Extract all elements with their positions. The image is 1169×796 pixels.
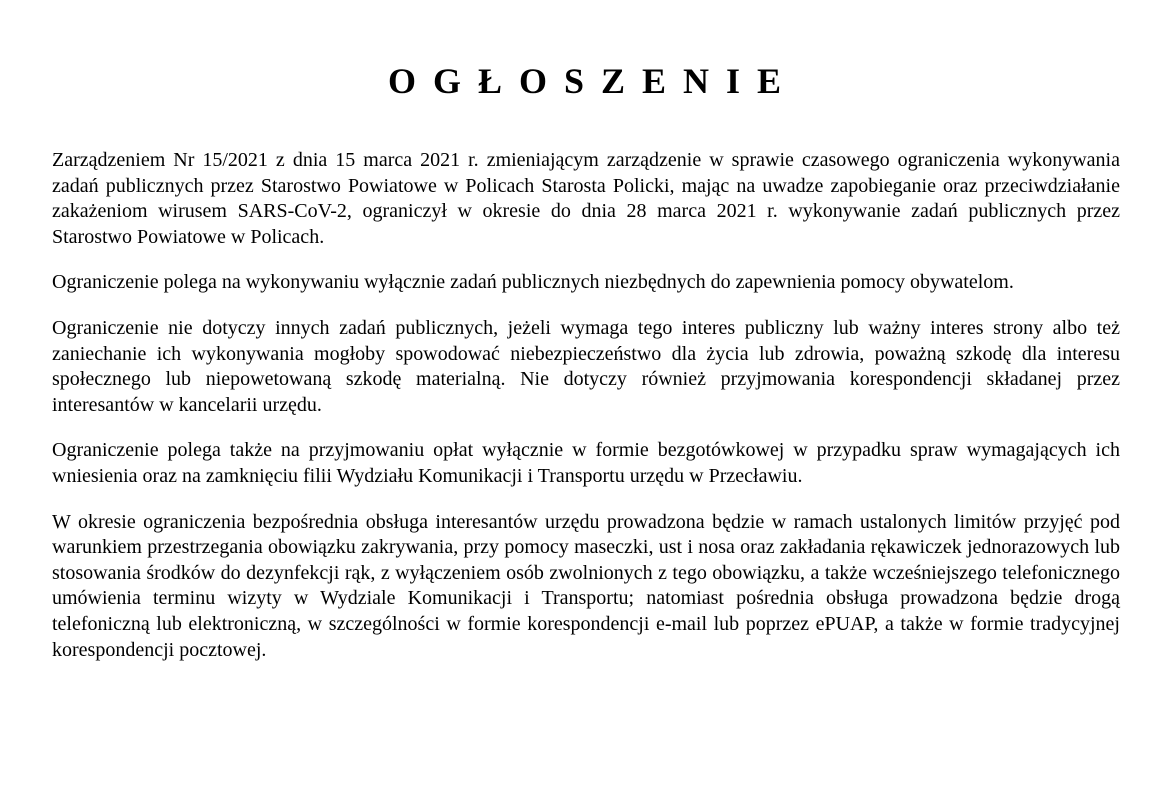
announcement-title: OGŁOSZENIE — [387, 61, 799, 101]
paragraph-customer-service: W okresie ograniczenia bezpośrednia obsługa interesantów urzędu prowadzona będzie w ramach ustalonych limitów przyjęć pod warunkiem przestrzegania obowiązku zakrywania, przy pomocy maseczki, ust i nosa oraz zakładania rękawiczek jednorazowych lub stosowania środków do dezynfekcji rąk, z wyłączeniem osób zwolnionych z tego obowiązku, a także wcześniejszego telefonicznego umówienia terminu wizyty w Wydziale Komunikacji i Transportu; natomiast pośrednia obsługa prowadzona będzie drogą telefoniczną lub elektroniczną, w szczególności w formie korespondencji e-mail lub poprzez ePUAP, a także w formie tradycyjnej korespondencji pocztowej. — [52, 510, 1120, 661]
paragraph-payments-branch: Ograniczenie polega także na przyjmowaniu opłat wyłącznie w formie bezgotówkowej w przypadku spraw wymagających ich wniesienia oraz na zamknięciu filii Wydziału Komunikacji i Transportu urzędu w Przecławiu. — [52, 439, 1120, 487]
paragraph-decree: Zarządzeniem Nr 15/2021 z dnia 15 marca 2021 r. zmieniającym zarządzenie w sprawie czasowego ograniczenia wykonywania zadań publicznych przez Starostwo Powiatowe w Policach Starosta Policki, mając na uwadze zapobieganie oraz przeciwdziałanie zakażeniom wirusem SARS-CoV-2, ograniczył w okresie do dnia 28 marca 2021 r. wykonywanie zadań publicznych przez Starostwo Powiatowe w Policach. — [52, 149, 1120, 248]
announcement-body — [52, 148, 1120, 683]
paragraph-limitation-scope: Ograniczenie polega na wykonywaniu wyłącznie zadań publicznych niezbędnych do zapewnienia pomocy obywatelom. — [52, 271, 1014, 294]
paragraph-exceptions: Ograniczenie nie dotyczy innych zadań publicznych, jeżeli wymaga tego interes publiczny lub ważny interes strony albo też zaniechanie ich wykonywania mogłoby spowodować niebezpieczeństwo dla życia lub zdrowia, poważną szkodę dla interesu społecznego lub niepowetowaną szkodę materialną. Nie dotyczy również przyjmowania korespondencji składanej przez interesantów w kancelarii urzędu. — [52, 316, 1120, 416]
